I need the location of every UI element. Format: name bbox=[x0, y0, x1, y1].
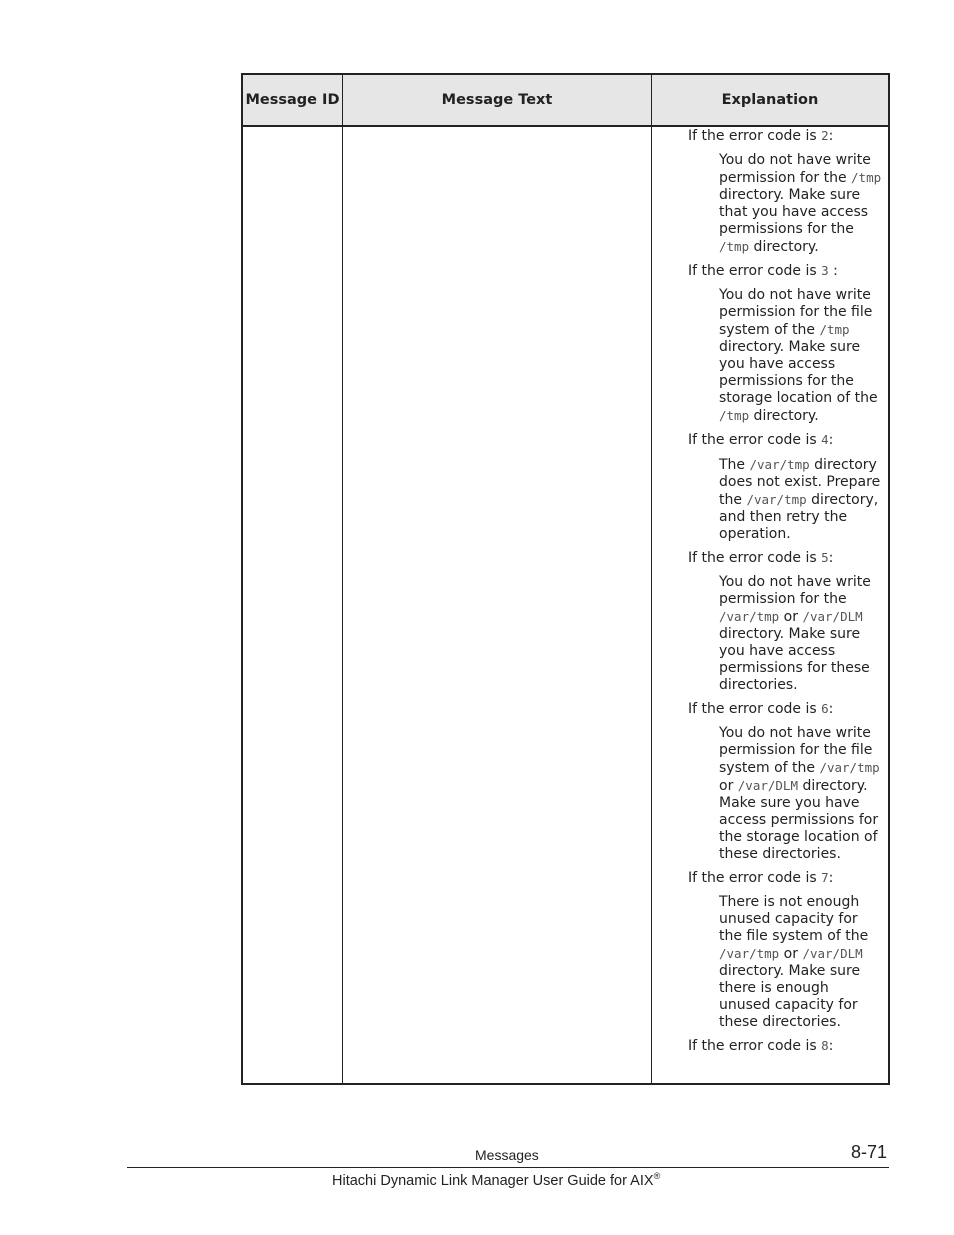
path-text: /tmp bbox=[719, 239, 750, 254]
error-code-condition bbox=[688, 869, 888, 887]
condition-text: If the error code is bbox=[688, 870, 822, 886]
error-code: 2 bbox=[821, 128, 829, 143]
condition-text: If the error code is bbox=[688, 1038, 822, 1054]
header-message-text: Message Text bbox=[441, 92, 553, 108]
condition-text: If the error code is bbox=[688, 701, 822, 717]
description-text: or bbox=[779, 609, 803, 625]
condition-text: If the error code is bbox=[688, 432, 822, 448]
error-code: 8 bbox=[821, 1038, 829, 1053]
path-text: /var/tmp bbox=[819, 760, 880, 775]
error-code: 5 bbox=[821, 550, 829, 565]
error-code-condition bbox=[688, 262, 888, 280]
error-code: 7 bbox=[821, 870, 829, 885]
description-text: directory. Make sure you have access permissions for these directories. bbox=[719, 626, 870, 693]
description-text: or bbox=[719, 778, 738, 794]
condition-text: If the error code is bbox=[688, 263, 822, 279]
path-text: /var/tmp bbox=[746, 492, 807, 507]
header-message-id: Message ID bbox=[245, 92, 340, 108]
error-code: 6 bbox=[821, 701, 829, 716]
footer-divider bbox=[127, 1167, 889, 1168]
error-description bbox=[719, 287, 884, 425]
message-table bbox=[241, 73, 890, 1085]
footer-section: Messages bbox=[475, 1147, 539, 1163]
condition-colon: : bbox=[828, 1038, 834, 1054]
path-text: /var/DLM bbox=[802, 946, 863, 961]
footer-title-text: Hitachi Dynamic Link Manager User Guide for AIX bbox=[332, 1172, 654, 1189]
path-text: /var/DLM bbox=[802, 609, 863, 624]
page-number: 8-71 bbox=[851, 1142, 888, 1162]
error-description bbox=[719, 894, 884, 1031]
footer-title bbox=[332, 1171, 660, 1189]
error-description bbox=[719, 574, 884, 694]
condition-colon: : bbox=[828, 263, 838, 279]
path-text: /tmp bbox=[719, 408, 750, 423]
description-text: directory. bbox=[749, 239, 819, 255]
condition-text: If the error code is bbox=[688, 550, 822, 566]
path-text: /tmp bbox=[851, 170, 882, 185]
description-text: You do not have write permission for the file system of the bbox=[719, 725, 873, 776]
error-code-condition bbox=[688, 127, 888, 145]
condition-text: If the error code is bbox=[688, 128, 822, 144]
condition-colon: : bbox=[828, 550, 834, 566]
registered-mark: ® bbox=[653, 1171, 661, 1181]
path-text: /var/tmp bbox=[749, 457, 810, 472]
path-text: /tmp bbox=[819, 322, 850, 337]
error-code: 4 bbox=[821, 432, 829, 447]
condition-colon: : bbox=[828, 128, 834, 144]
condition-colon: : bbox=[828, 432, 834, 448]
column-divider bbox=[651, 75, 652, 1083]
description-text: The bbox=[719, 457, 750, 473]
error-code-condition bbox=[688, 700, 888, 718]
error-code-condition bbox=[688, 1037, 888, 1055]
error-description bbox=[719, 456, 884, 543]
error-description bbox=[719, 152, 884, 256]
description-text: There is not enough unused capacity for the file system of the bbox=[719, 894, 869, 944]
condition-colon: : bbox=[828, 870, 834, 886]
explanation-cell bbox=[688, 127, 888, 1055]
description-text: You do not have write permission for the file system of the bbox=[719, 287, 873, 338]
description-text: You do not have write permission for the bbox=[719, 152, 871, 186]
error-code-condition bbox=[688, 431, 888, 449]
path-text: /var/tmp bbox=[719, 609, 780, 624]
description-text: directory. Make sure you have access permissions for the storage location of the bbox=[719, 339, 878, 406]
description-text: or bbox=[779, 946, 803, 962]
description-text: directory. Make sure you have access permissions for the storage location of these directories. bbox=[719, 778, 879, 862]
path-text: /var/DLM bbox=[737, 778, 798, 793]
description-text: directory does not exist. Prepare the bbox=[719, 457, 881, 508]
description-text: directory. Make sure that you have access permissions for the bbox=[719, 187, 869, 237]
error-description bbox=[719, 725, 884, 863]
description-text: directory, and then retry the operation. bbox=[719, 492, 879, 542]
error-code-condition bbox=[688, 549, 888, 567]
header-explanation: Explanation bbox=[721, 92, 819, 108]
column-divider bbox=[342, 75, 343, 1083]
description-text: You do not have write permission for the bbox=[719, 574, 871, 607]
path-text: /var/tmp bbox=[719, 946, 780, 961]
description-text: directory. bbox=[749, 408, 819, 424]
error-code: 3 bbox=[821, 263, 829, 278]
description-text: directory. Make sure there is enough unused capacity for these directories. bbox=[719, 963, 861, 1030]
condition-colon: : bbox=[828, 701, 834, 717]
